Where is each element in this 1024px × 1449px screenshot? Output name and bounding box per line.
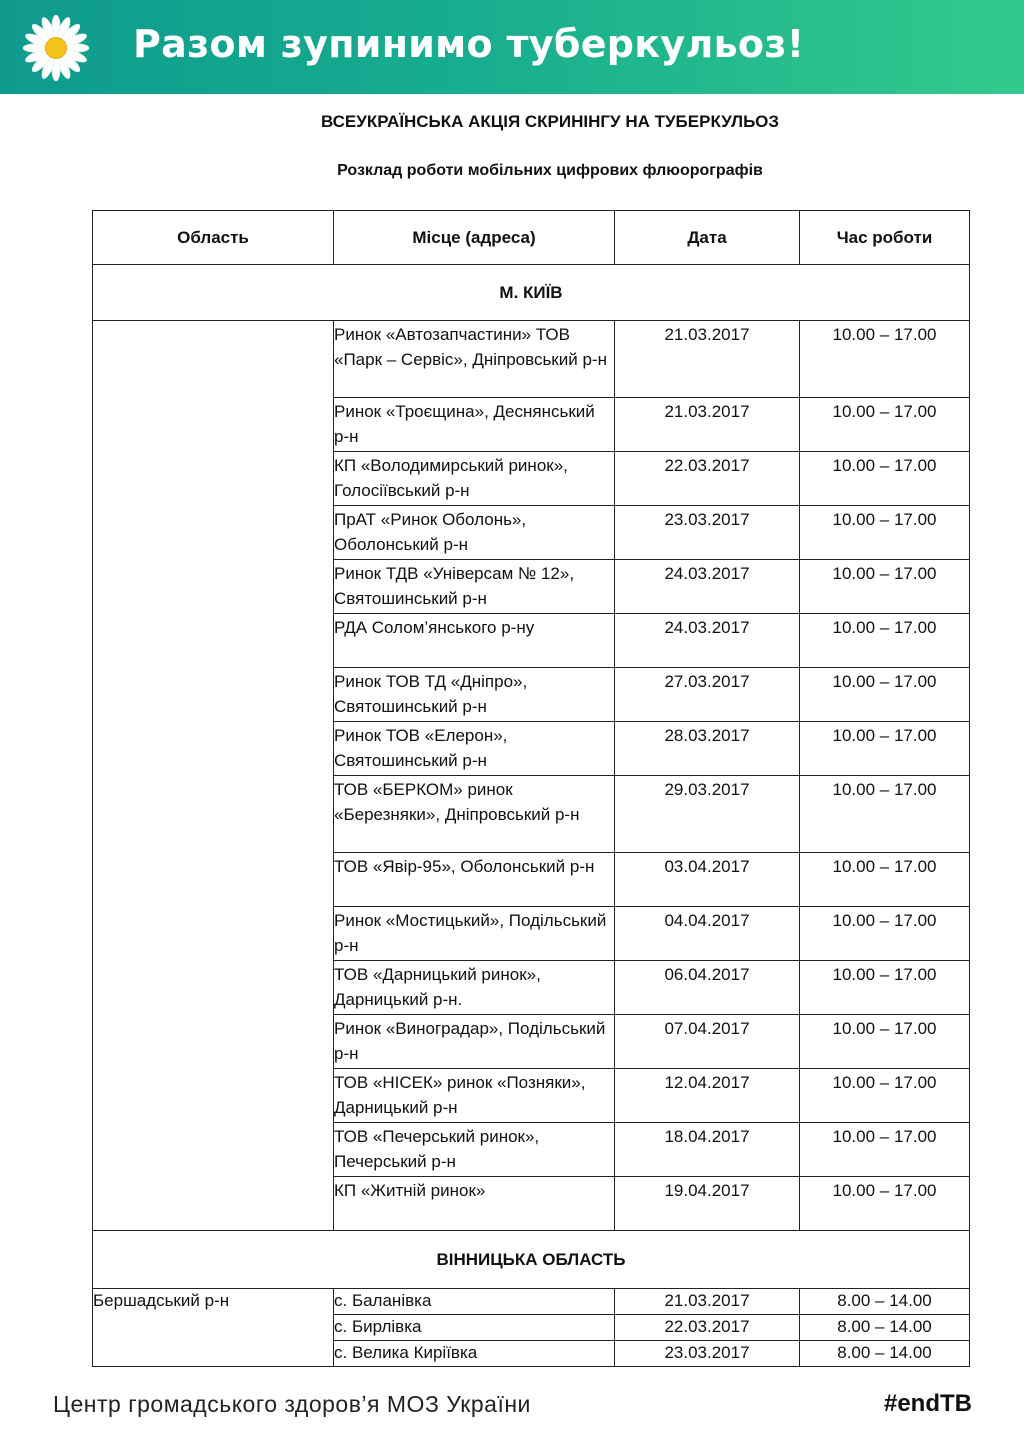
date-cell: 19.04.2017 xyxy=(615,1177,800,1231)
document-subtitle: Розклад роботи мобільних цифрових флюорографів xyxy=(337,162,763,179)
kyiv-area-cell xyxy=(93,321,334,1231)
schedule-table xyxy=(92,210,970,1367)
time-cell: 10.00 – 17.00 xyxy=(800,776,970,853)
address-cell: с. Бирлівка xyxy=(334,1315,615,1341)
time-cell: 10.00 – 17.00 xyxy=(800,321,970,398)
date-cell: 23.03.2017 xyxy=(615,1341,800,1367)
address-cell: Ринок «Троєщина», Деснянський р-н xyxy=(334,398,615,452)
address-cell: ПрАТ «Ринок Оболонь», Оболонський р-н xyxy=(334,506,615,560)
time-cell: 10.00 – 17.00 xyxy=(800,907,970,961)
banner-title: Разом зупинимо туберкульоз! xyxy=(133,22,805,66)
time-cell: 10.00 – 17.00 xyxy=(800,614,970,668)
address-cell: Ринок ТОВ «Елерон», Святошинський р-н xyxy=(334,722,615,776)
table-header-row xyxy=(93,211,970,265)
date-cell: 21.03.2017 xyxy=(615,321,800,398)
time-cell: 8.00 – 14.00 xyxy=(800,1315,970,1341)
time-cell: 10.00 – 17.00 xyxy=(800,398,970,452)
address-cell: Ринок «Мостицький», Подільський р-н xyxy=(334,907,615,961)
date-cell: 23.03.2017 xyxy=(615,506,800,560)
date-cell: 22.03.2017 xyxy=(615,1315,800,1341)
document-title: ВСЕУКРАЇНСЬКА АКЦІЯ СКРИНІНГУ НА ТУБЕРКУЛЬОЗ xyxy=(321,112,779,131)
address-cell: КП «Житній ринок» xyxy=(334,1177,615,1231)
region-vinnytsia: ВІННИЦЬКА ОБЛАСТЬ xyxy=(93,1231,970,1289)
time-cell: 10.00 – 17.00 xyxy=(800,1069,970,1123)
region-kyiv: М. КИЇВ xyxy=(93,265,970,321)
time-cell: 10.00 – 17.00 xyxy=(800,1015,970,1069)
date-cell: 21.03.2017 xyxy=(615,398,800,452)
address-cell: Ринок «Автозапчастини» ТОВ «Парк – Сервіс», Дніпровський р-н xyxy=(334,321,615,398)
time-cell: 8.00 – 14.00 xyxy=(800,1289,970,1315)
time-cell: 10.00 – 17.00 xyxy=(800,506,970,560)
date-cell: 29.03.2017 xyxy=(615,776,800,853)
address-cell: Ринок «Виноградар», Подільський р-н xyxy=(334,1015,615,1069)
header-hours: Час роботи xyxy=(800,211,970,265)
time-cell: 10.00 – 17.00 xyxy=(800,1123,970,1177)
date-cell: 22.03.2017 xyxy=(615,452,800,506)
date-cell: 12.04.2017 xyxy=(615,1069,800,1123)
date-cell: 03.04.2017 xyxy=(615,853,800,907)
time-cell: 10.00 – 17.00 xyxy=(800,560,970,614)
date-cell: 21.03.2017 xyxy=(615,1289,800,1315)
table-row xyxy=(93,321,970,398)
date-cell: 07.04.2017 xyxy=(615,1015,800,1069)
footer-hashtag: #endTB xyxy=(883,1390,972,1417)
address-cell: Ринок ТДВ «Універсам № 12», Святошинський р-н xyxy=(334,560,615,614)
date-cell: 18.04.2017 xyxy=(615,1123,800,1177)
time-cell: 10.00 – 17.00 xyxy=(800,853,970,907)
time-cell: 10.00 – 17.00 xyxy=(800,961,970,1015)
date-cell: 27.03.2017 xyxy=(615,668,800,722)
address-cell: РДА Солом’янського р-ну xyxy=(334,614,615,668)
time-cell: 10.00 – 17.00 xyxy=(800,1177,970,1231)
address-cell: ТОВ «Дарницький ринок», Дарницький р-н. xyxy=(334,961,615,1015)
address-cell: ТОВ «Явір-95», Оболонський р-н xyxy=(334,853,615,907)
time-cell: 10.00 – 17.00 xyxy=(800,722,970,776)
header-region: Область xyxy=(93,211,334,265)
date-cell: 28.03.2017 xyxy=(615,722,800,776)
daisy-logo-icon xyxy=(22,14,90,82)
address-cell: ТОВ «Печерський ринок», Печерський р-н xyxy=(334,1123,615,1177)
time-cell: 10.00 – 17.00 xyxy=(800,452,970,506)
date-cell: 24.03.2017 xyxy=(615,560,800,614)
date-cell: 04.04.2017 xyxy=(615,907,800,961)
region-row-kyiv xyxy=(93,265,970,321)
address-cell: с. Баланівка xyxy=(334,1289,615,1315)
address-cell: ТОВ «БЕРКОМ» ринок «Березняки», Дніпровський р-н xyxy=(334,776,615,853)
region-row-vinnytsia xyxy=(93,1231,970,1289)
address-cell: Ринок ТОВ ТД «Дніпро», Святошинський р-н xyxy=(334,668,615,722)
address-cell: КП «Володимирський ринок», Голосіївський р-н xyxy=(334,452,615,506)
header-date: Дата xyxy=(615,211,800,265)
date-cell: 06.04.2017 xyxy=(615,961,800,1015)
header-banner xyxy=(0,0,1024,94)
address-cell: с. Велика Киріївка xyxy=(334,1341,615,1367)
table-row xyxy=(93,1289,970,1315)
footer-organization: Центр громадського здоров’я МОЗ України xyxy=(53,1391,531,1417)
time-cell: 8.00 – 14.00 xyxy=(800,1341,970,1367)
time-cell: 10.00 – 17.00 xyxy=(800,668,970,722)
date-cell: 24.03.2017 xyxy=(615,614,800,668)
header-address: Місце (адреса) xyxy=(334,211,615,265)
address-cell: ТОВ «НІСЕК» ринок «Позняки», Дарницький р-н xyxy=(334,1069,615,1123)
area-cell: Бершадський р-н xyxy=(93,1289,334,1367)
